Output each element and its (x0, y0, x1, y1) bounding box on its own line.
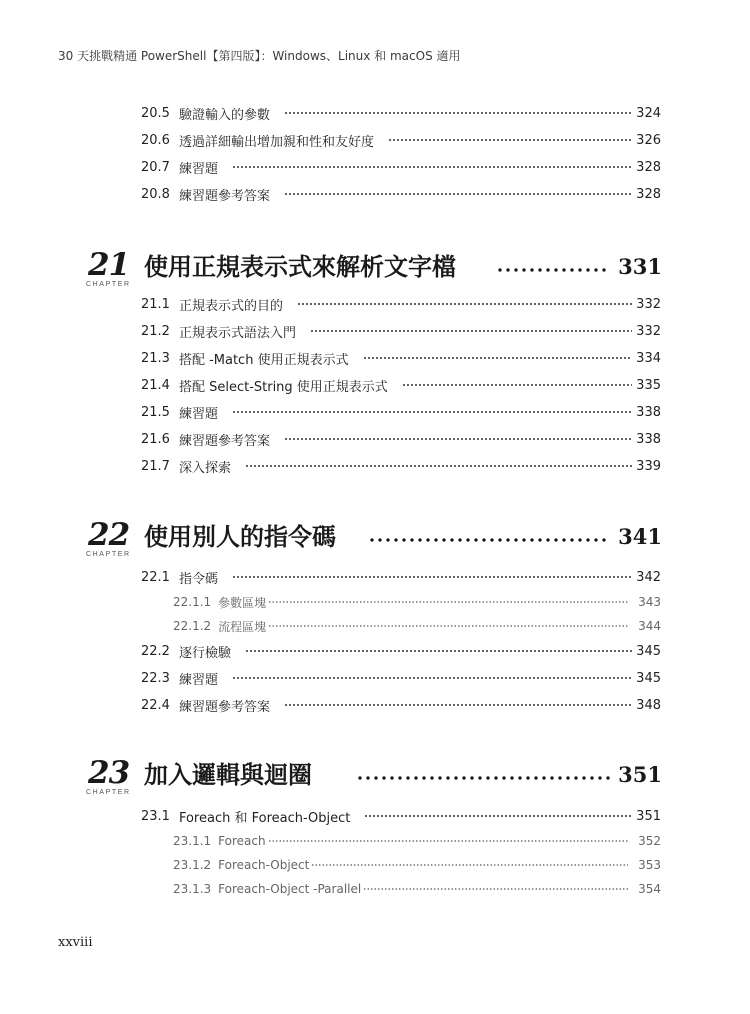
dot-leader (245, 463, 632, 469)
chapter-number: 22 (88, 517, 130, 553)
entry-number: 21.7 (141, 458, 170, 474)
chapter-number: 23 (88, 755, 130, 791)
dot-leader (268, 623, 628, 629)
entry-page: 339 (636, 458, 661, 474)
toc-subentry[interactable] (173, 616, 661, 636)
entry-page: 332 (636, 323, 661, 339)
entry-number: 20.6 (141, 132, 170, 148)
dot-leader (388, 137, 632, 143)
toc-entry[interactable] (141, 429, 661, 449)
toc-entry[interactable] (141, 456, 661, 476)
entry-title: Foreach 和 Foreach-Object (178, 810, 351, 826)
entry-title: Foreach (218, 834, 266, 848)
entry-page: 353 (638, 858, 661, 872)
toc-entry[interactable] (141, 668, 661, 688)
dot-leader (363, 886, 628, 892)
entry-title: 深入探索 (178, 460, 231, 476)
entry-page: 352 (638, 834, 661, 848)
entry-page: 328 (636, 186, 661, 202)
chapter-heading-22[interactable] (86, 518, 662, 562)
chapter-title: 使用正規表示式來解析文字檔 (144, 252, 456, 281)
entry-page: 351 (636, 808, 661, 824)
chapter-label: CHAPTER (86, 551, 131, 558)
chapter-dot-leader (368, 537, 610, 543)
chapter-label: CHAPTER (86, 789, 131, 796)
entry-title: Foreach-Object (218, 858, 310, 872)
entry-number: 20.5 (141, 105, 170, 121)
entry-number: 22.1.2 (173, 619, 212, 633)
entry-title: 搭配 -Match 使用正規表示式 (178, 352, 349, 368)
entry-number: 21.3 (141, 350, 170, 366)
dot-leader (232, 675, 632, 681)
entry-title: 練習題參考答案 (178, 188, 270, 204)
entry-title: 練習題 (178, 406, 218, 422)
toc-subentry[interactable] (173, 879, 661, 899)
dot-leader (311, 862, 628, 868)
entry-page: 345 (636, 670, 661, 686)
dot-leader (297, 301, 632, 307)
dot-leader (268, 599, 628, 605)
entry-number: 22.1 (141, 569, 170, 585)
toc-entry[interactable] (141, 641, 661, 661)
toc-entry[interactable] (141, 157, 661, 177)
dot-leader (268, 838, 628, 844)
dot-leader (232, 574, 632, 580)
entry-page: 332 (636, 296, 661, 312)
entry-number: 23.1.1 (173, 834, 212, 848)
entry-page: 334 (636, 350, 661, 366)
dot-leader (245, 648, 632, 654)
entry-page: 343 (638, 595, 661, 609)
toc-entry[interactable] (141, 321, 661, 341)
toc-entry[interactable] (141, 294, 661, 314)
entry-number: 20.7 (141, 159, 170, 175)
toc-entry[interactable] (141, 375, 661, 395)
entry-page: 328 (636, 159, 661, 175)
dot-leader (363, 355, 633, 361)
chapter-page: 331 (618, 254, 662, 279)
dot-leader (284, 110, 632, 116)
entry-number: 23.1.2 (173, 858, 212, 872)
entry-number: 21.6 (141, 431, 170, 447)
chapter-dot-leader (496, 267, 610, 273)
entry-title: 正規表示式的目的 (178, 298, 283, 314)
dot-leader (284, 191, 632, 197)
running-head: 30 天挑戰精通 PowerShell【第四版】：Windows、Linux 和 macOS 適用 (58, 49, 461, 63)
chapter-label: CHAPTER (86, 281, 131, 288)
toc-entry[interactable] (141, 806, 661, 826)
entry-number: 23.1 (141, 808, 170, 824)
entry-title: 練習題參考答案 (178, 699, 270, 715)
entry-number: 21.1 (141, 296, 170, 312)
entry-title: 練習題 (178, 672, 218, 688)
entry-number: 20.8 (141, 186, 170, 202)
dot-leader (310, 328, 632, 334)
dot-leader (284, 436, 632, 442)
dot-leader (402, 382, 632, 388)
toc-entry[interactable] (141, 184, 661, 204)
entry-number: 22.3 (141, 670, 170, 686)
entry-number: 21.4 (141, 377, 170, 393)
entry-title: 驗證輸入的參數 (178, 107, 270, 123)
toc-entry[interactable] (141, 348, 661, 368)
toc-entry[interactable] (141, 695, 661, 715)
chapter-heading-23[interactable] (86, 756, 662, 800)
dot-leader (364, 813, 632, 819)
entry-title: 透過詳細輸出增加親和性和友好度 (178, 134, 374, 150)
entry-page: 354 (638, 882, 661, 896)
entry-page: 324 (636, 105, 661, 121)
entry-page: 338 (636, 431, 661, 447)
page-folio: xxviii (58, 935, 93, 950)
chapter-number: 21 (88, 247, 130, 283)
entry-page: 348 (636, 697, 661, 713)
dot-leader (284, 702, 632, 708)
dot-leader (232, 164, 632, 170)
chapter-heading-21[interactable] (86, 248, 662, 292)
entry-title: 逐行檢驗 (178, 645, 231, 661)
entry-number: 23.1.3 (173, 882, 212, 896)
toc-subentry[interactable] (173, 855, 661, 875)
entry-page: 342 (636, 569, 661, 585)
chapter-dot-leader (356, 775, 610, 781)
entry-title: 正規表示式語法入門 (178, 325, 296, 341)
toc-entry[interactable] (141, 402, 661, 422)
entry-page: 335 (636, 377, 661, 393)
entry-number: 22.1.1 (173, 595, 212, 609)
entry-number: 22.4 (141, 697, 170, 713)
entry-title: 參數區塊 (218, 595, 267, 610)
entry-number: 22.2 (141, 643, 170, 659)
entry-title: Foreach-Object -Parallel (218, 882, 362, 896)
entry-title: 搭配 Select-String 使用正規表示式 (178, 379, 388, 395)
chapter-page: 351 (618, 762, 662, 787)
entry-title: 練習題參考答案 (178, 433, 270, 449)
entry-page: 338 (636, 404, 661, 420)
entry-number: 21.2 (141, 323, 170, 339)
entry-title: 流程區塊 (218, 619, 267, 634)
toc-subentry[interactable] (173, 592, 661, 612)
toc-subentry[interactable] (173, 831, 661, 851)
entry-page: 345 (636, 643, 661, 659)
entry-title: 指令碼 (178, 571, 218, 587)
dot-leader (232, 409, 632, 415)
chapter-title: 加入邏輯與迴圈 (144, 760, 312, 789)
entry-page: 344 (638, 619, 661, 633)
entry-number: 21.5 (141, 404, 170, 420)
entry-title: 練習題 (178, 161, 218, 177)
toc-entry[interactable] (141, 103, 661, 123)
chapter-page: 341 (618, 524, 662, 549)
toc-entry[interactable] (141, 567, 661, 587)
toc-entry[interactable] (141, 130, 661, 150)
entry-page: 326 (636, 132, 661, 148)
chapter-title: 使用別人的指令碼 (144, 522, 336, 551)
